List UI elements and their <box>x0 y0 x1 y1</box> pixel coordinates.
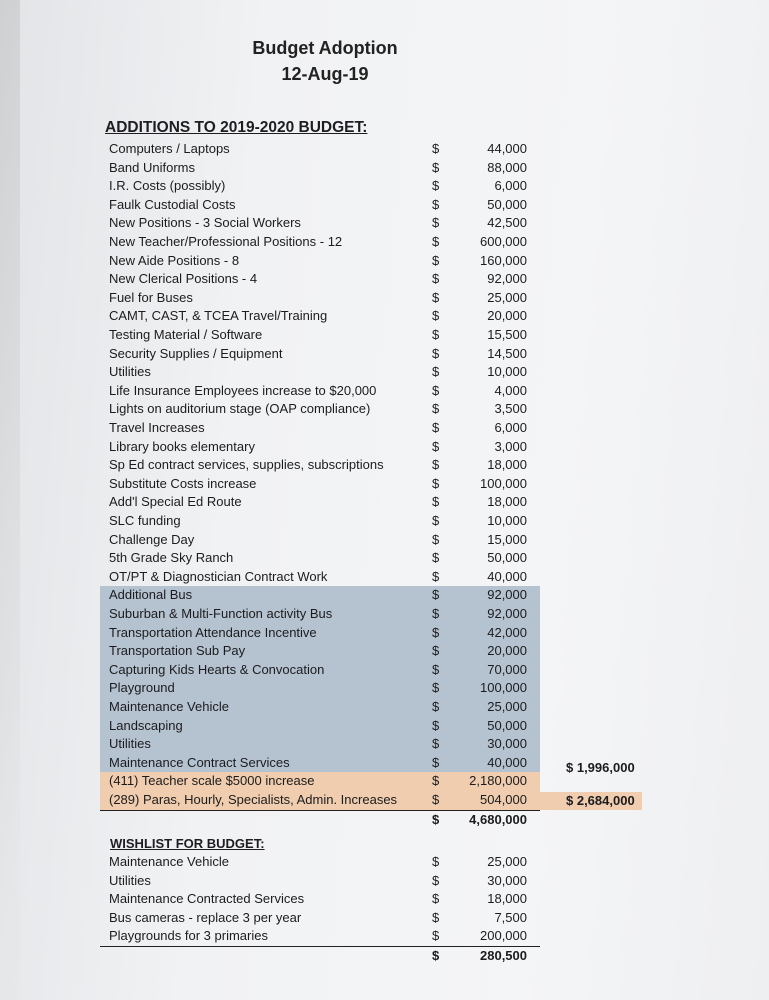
currency-symbol: $ <box>432 948 440 963</box>
item-label: Maintenance Contract Services <box>109 754 290 770</box>
currency-symbol: $ <box>432 587 440 603</box>
table-row <box>100 289 540 308</box>
table-row <box>100 624 540 643</box>
currency-symbol: $ <box>432 141 440 156</box>
page-date: 12-Aug-19 <box>281 64 369 84</box>
currency-symbol: $ <box>432 513 440 528</box>
item-amount: 4,000 <box>494 382 527 398</box>
item-label: Playground <box>109 680 175 696</box>
table-row <box>100 270 540 289</box>
item-amount: 18,000 <box>487 494 527 510</box>
item-label: Computers / Laptops <box>109 141 230 156</box>
item-label: Challenge Day <box>109 531 195 547</box>
item-label: Life Insurance Employees increase to $20,000 <box>109 382 377 398</box>
currency-symbol: $ <box>432 928 440 944</box>
item-label: Lights on auditorium stage (OAP compliance) <box>109 401 371 417</box>
currency-symbol: $ <box>432 792 440 807</box>
currency-symbol: $ <box>432 854 440 869</box>
item-label: Add'l Special Ed Route <box>109 494 242 510</box>
currency-symbol: $ <box>432 754 440 770</box>
table-row <box>100 754 540 773</box>
item-amount: 15,000 <box>487 531 527 547</box>
item-label: Testing Material / Software <box>109 327 263 342</box>
subtotal-2: $ 2,684,000 <box>540 792 642 810</box>
item-label: Band Uniforms <box>109 159 195 175</box>
table-row <box>100 698 540 717</box>
item-amount: 18,000 <box>487 891 527 907</box>
currency-symbol: $ <box>432 568 440 584</box>
item-amount: 100,000 <box>480 475 527 491</box>
currency-symbol: $ <box>432 196 440 212</box>
item-amount: 88,000 <box>487 159 527 175</box>
table-row <box>100 717 540 736</box>
item-amount: 6,000 <box>494 420 527 435</box>
currency-symbol: $ <box>432 234 440 249</box>
table-row <box>100 642 540 661</box>
currency-symbol: $ <box>432 215 440 231</box>
currency-symbol: $ <box>432 909 440 925</box>
item-label: Maintenance Vehicle <box>109 854 229 869</box>
item-label: Playgrounds for 3 primaries <box>109 928 268 944</box>
item-amount: 14,500 <box>487 345 527 361</box>
table-row <box>100 363 540 382</box>
currency-symbol: $ <box>432 327 440 342</box>
item-label: Travel Increases <box>109 420 205 435</box>
currency-symbol: $ <box>432 401 440 417</box>
item-label: New Teacher/Professional Positions - 12 <box>109 234 343 249</box>
currency-symbol: $ <box>432 178 440 194</box>
item-amount: 6,000 <box>494 178 527 194</box>
item-label: Bus cameras - replace 3 per year <box>109 909 302 925</box>
currency-symbol: $ <box>432 308 440 324</box>
item-amount: 2,180,000 <box>469 773 527 789</box>
item-label: Utilities <box>109 364 151 380</box>
item-label: Capturing Kids Hearts & Convocation <box>109 661 325 677</box>
table-row <box>100 345 540 364</box>
item-amount: 50,000 <box>487 196 527 212</box>
currency-symbol: $ <box>432 891 440 907</box>
table-row <box>100 159 540 178</box>
currency-symbol: $ <box>432 420 440 435</box>
currency-symbol: $ <box>432 773 440 789</box>
table-row <box>100 927 540 947</box>
table-row <box>100 493 540 512</box>
item-amount: 44,000 <box>487 141 527 156</box>
item-amount: 100,000 <box>480 680 527 696</box>
item-label: OT/PT & Diagnostician Contract Work <box>109 568 328 584</box>
table-row <box>100 140 540 159</box>
currency-symbol: $ <box>432 811 440 827</box>
item-label: SLC funding <box>109 513 181 528</box>
item-amount: 3,500 <box>494 401 527 417</box>
table-row <box>100 252 540 271</box>
table-row <box>100 382 540 401</box>
total-row <box>100 811 540 830</box>
currency-symbol: $ <box>432 252 440 268</box>
item-label: (411) Teacher scale $5000 increase <box>109 773 315 789</box>
currency-symbol: $ <box>432 457 440 473</box>
table-row <box>100 772 540 791</box>
table-row <box>100 307 540 326</box>
item-amount: 160,000 <box>480 252 527 268</box>
item-amount: 15,500 <box>487 327 527 342</box>
currency-symbol: $ <box>432 494 440 510</box>
table-row <box>100 549 540 568</box>
table-row <box>100 214 540 233</box>
item-amount: 40,000 <box>487 754 527 770</box>
currency-symbol: $ <box>432 345 440 361</box>
item-amount: 7,500 <box>494 909 527 925</box>
item-label: Faulk Custodial Costs <box>109 196 236 212</box>
table-row <box>100 791 540 811</box>
item-amount: 42,000 <box>487 624 527 640</box>
item-label: New Aide Positions - 8 <box>109 252 240 268</box>
table-row <box>100 568 540 587</box>
currency-symbol: $ <box>432 475 440 491</box>
item-label: I.R. Costs (possibly) <box>109 178 226 194</box>
item-amount: 200,000 <box>480 928 527 944</box>
item-label: Security Supplies / Equipment <box>109 345 283 361</box>
item-label: (289) Paras, Hourly, Specialists, Admin. Increases <box>109 792 398 807</box>
table-row <box>100 586 540 605</box>
currency-symbol: $ <box>432 550 440 566</box>
item-label: Sp Ed contract services, supplies, subscriptions <box>109 457 384 473</box>
currency-symbol: $ <box>432 680 440 696</box>
currency-symbol: $ <box>432 382 440 398</box>
table-row <box>100 679 540 698</box>
table-row <box>100 419 540 438</box>
table-row <box>100 853 540 872</box>
table-row <box>100 512 540 531</box>
item-amount: 20,000 <box>487 643 527 659</box>
item-label: Maintenance Contracted Services <box>109 891 305 907</box>
item-label: CAMT, CAST, & TCEA Travel/Training <box>109 308 328 324</box>
table-row <box>100 531 540 550</box>
item-label: Maintenance Vehicle <box>109 699 229 714</box>
table-row <box>100 177 540 196</box>
currency-symbol: $ <box>432 364 440 380</box>
currency-symbol: $ <box>432 872 440 888</box>
item-label: Substitute Costs increase <box>109 475 257 491</box>
currency-symbol: $ <box>432 438 440 454</box>
currency-symbol: $ <box>432 531 440 547</box>
item-amount: 42,500 <box>487 215 527 231</box>
item-amount: 10,000 <box>487 513 527 528</box>
subtotal-1: $ 1,996,000 <box>566 760 635 775</box>
item-label: New Positions - 3 Social Workers <box>109 215 301 231</box>
item-amount: 20,000 <box>487 308 527 324</box>
item-label: Transportation Sub Pay <box>109 643 246 659</box>
currency-symbol: $ <box>432 717 440 733</box>
currency-symbol: $ <box>432 606 440 621</box>
item-label: Transportation Attendance Incentive <box>109 624 317 640</box>
total-amount: 4,680,000 <box>469 811 527 827</box>
item-amount: 92,000 <box>487 587 527 603</box>
item-label: Library books elementary <box>109 438 255 454</box>
table-row <box>100 400 540 419</box>
total-amount: 280,500 <box>480 948 527 963</box>
table-row <box>100 605 540 624</box>
currency-symbol: $ <box>432 289 440 305</box>
item-amount: 25,000 <box>487 289 527 305</box>
currency-symbol: $ <box>432 643 440 659</box>
table-row <box>100 438 540 457</box>
currency-symbol: $ <box>432 624 440 640</box>
item-amount: 30,000 <box>487 872 527 888</box>
item-label: New Clerical Positions - 4 <box>109 271 258 287</box>
table-row <box>100 233 540 252</box>
table-row <box>100 661 540 680</box>
currency-symbol: $ <box>432 699 440 714</box>
item-amount: 25,000 <box>487 699 527 714</box>
item-label: Utilities <box>109 736 151 752</box>
item-amount: 92,000 <box>487 271 527 287</box>
item-amount: 10,000 <box>487 364 527 380</box>
table-row <box>100 196 540 215</box>
item-amount: 504,000 <box>480 792 527 807</box>
table-row <box>100 890 540 909</box>
table-row <box>100 456 540 475</box>
item-amount: 3,000 <box>494 438 527 454</box>
total-row <box>100 947 540 966</box>
item-amount: 40,000 <box>487 568 527 584</box>
wishlist-heading: WISHLIST FOR BUDGET: <box>110 836 265 851</box>
currency-symbol: $ <box>432 159 440 175</box>
table-row <box>100 872 540 891</box>
item-amount: 30,000 <box>487 736 527 752</box>
currency-symbol: $ <box>432 736 440 752</box>
table-row <box>100 909 540 928</box>
table-row <box>100 475 540 494</box>
item-label: 5th Grade Sky Ranch <box>109 550 234 566</box>
page-title: Budget Adoption <box>252 38 398 58</box>
item-amount: 70,000 <box>487 661 527 677</box>
table-row <box>100 326 540 345</box>
item-amount: 18,000 <box>487 457 527 473</box>
item-label: Suburban & Multi-Function activity Bus <box>109 606 333 621</box>
item-amount: 600,000 <box>480 234 527 249</box>
item-amount: 50,000 <box>487 550 527 566</box>
item-amount: 50,000 <box>487 717 527 733</box>
item-amount: 25,000 <box>487 854 527 869</box>
item-label: Utilities <box>109 872 151 888</box>
item-label: Fuel for Buses <box>109 289 193 305</box>
currency-symbol: $ <box>432 271 440 287</box>
item-label: Landscaping <box>109 717 183 733</box>
table-row <box>100 735 540 754</box>
additions-heading: ADDITIONS TO 2019-2020 BUDGET: <box>105 119 368 136</box>
item-label: Additional Bus <box>109 587 193 603</box>
currency-symbol: $ <box>432 661 440 677</box>
item-amount: 92,000 <box>487 606 527 621</box>
